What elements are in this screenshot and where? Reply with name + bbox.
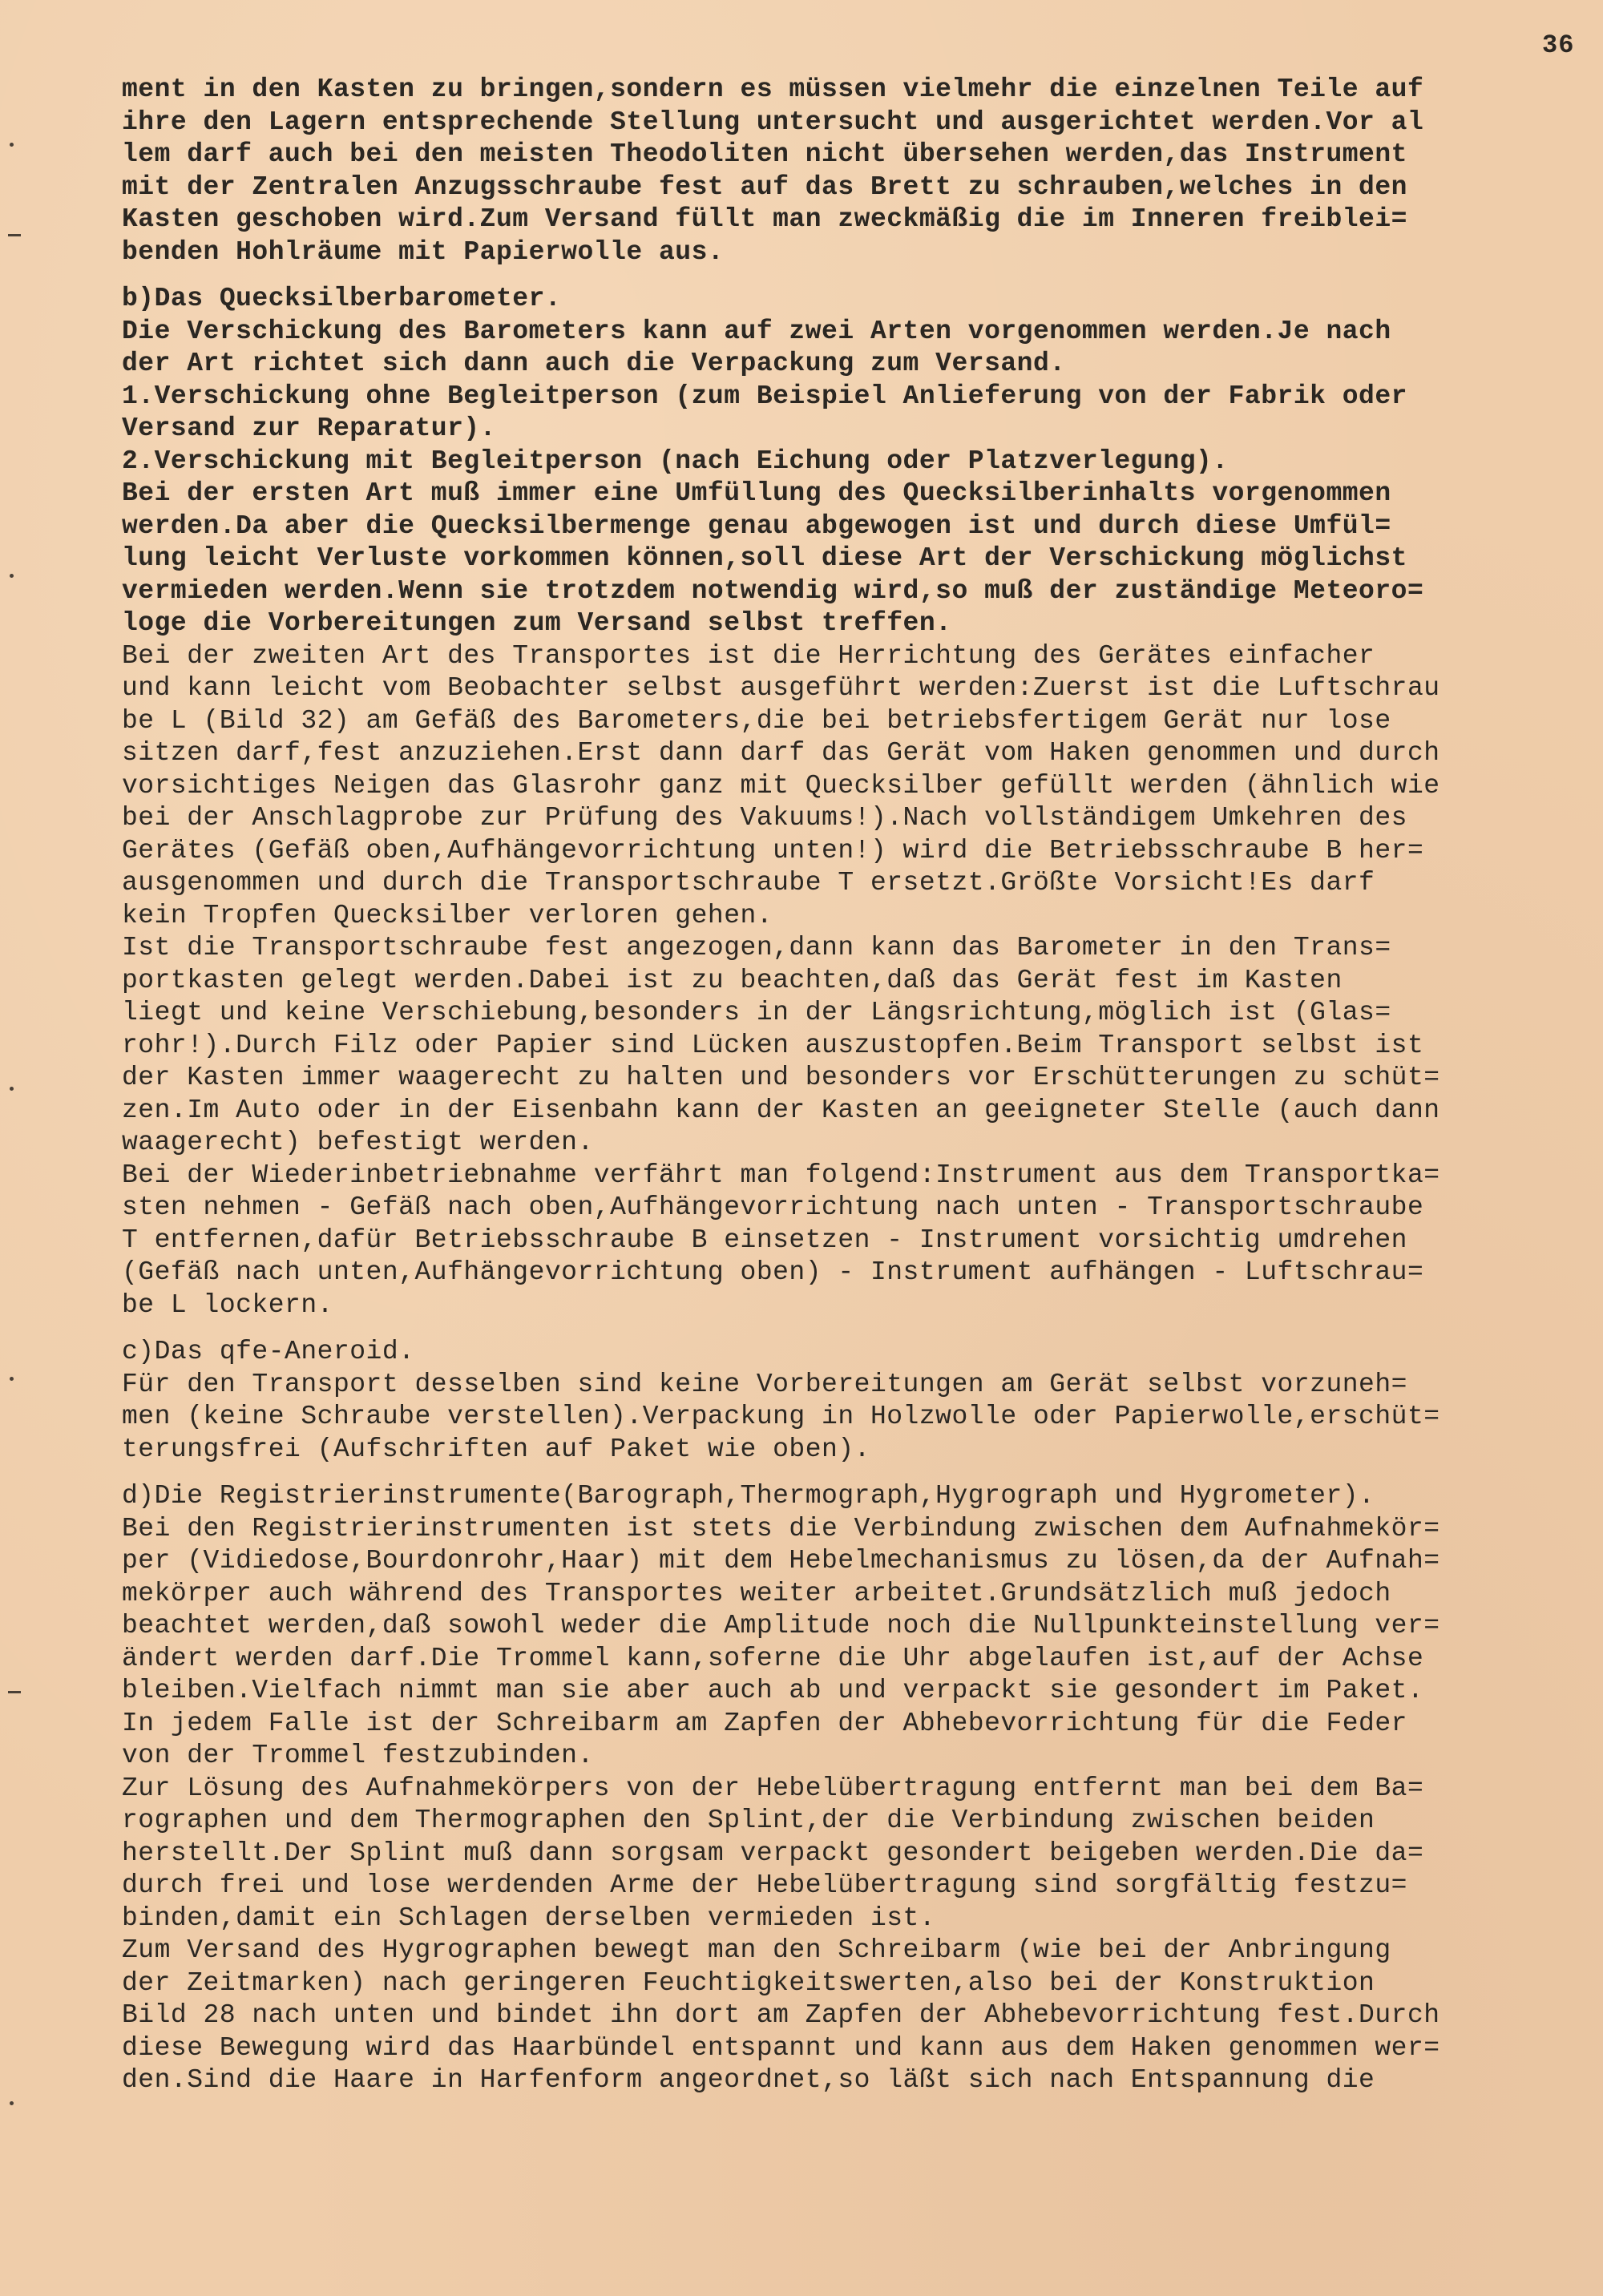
text-line: 1.Verschickung ohne Begleitperson (zum Beispiel Anlieferung von der Fabrik oder (122, 381, 1407, 411)
text-line: In jedem Falle ist der Schreibarm am Zapfen der Abhebevorrichtung für die Feder (122, 1708, 1407, 1738)
text-line: Kasten geschoben wird.Zum Versand füllt man zweckmäßig die im Inneren freiblei= (122, 204, 1407, 234)
text-line: Zum Versand des Hygrographen bewegt man den Schreibarm (wie bei der Anbringung (122, 1935, 1391, 1965)
text-line: Bei der zweiten Art des Transportes ist die Herrichtung des Gerätes einfacher (122, 640, 1375, 671)
text-line: benden Hohlräume mit Papierwolle aus. (122, 236, 725, 267)
paragraph-gap (122, 268, 1597, 283)
text-line: durch frei und lose werdenden Arme der Hebelübertragung sind sorgfältig festzu= (122, 1870, 1407, 1900)
text-line: T entfernen,dafür Betriebsschraube B einsetzen - Instrument vorsichtig umdrehen (122, 1225, 1407, 1255)
paragraph-recording-instruments (122, 1480, 1597, 2097)
text-line: ändert werden darf.Die Trommel kann,soferne die Uhr abgelaufen ist,auf der Achse (122, 1643, 1424, 1673)
text-line: vorsichtiges Neigen das Glasrohr ganz mit Quecksilber gefüllt werden (ähnlich wie (122, 770, 1440, 801)
text-line: Bild 28 nach unten und bindet ihn dort am Zapfen der Abhebevorrichtung fest.Durch (122, 2000, 1440, 2030)
text-line: loge die Vorbereitungen zum Versand selbst treffen. (122, 608, 952, 638)
text-line: terungsfrei (Aufschriften auf Paket wie oben). (122, 1434, 870, 1464)
section-heading: c)Das qfe-Aneroid. (122, 1337, 415, 1366)
paragraph-aneroid (122, 1336, 1597, 1466)
text-line: Bei der ersten Art muß immer eine Umfüllung des Quecksilberinhalts vorgenommen (122, 478, 1391, 508)
text-line: ausgenommen und durch die Transportschraube T ersetzt.Größte Vorsicht!Es darf (122, 868, 1375, 898)
text-line: sten nehmen - Gefäß nach oben,Aufhängevorrichtung nach unten - Transportschraube (122, 1192, 1424, 1222)
text-line: liegt und keine Verschiebung,besonders in der Längsrichtung,möglich ist (Glas= (122, 998, 1391, 1027)
margin-dot-mark (10, 1377, 14, 1381)
text-line: Versand zur Reparatur). (122, 414, 496, 443)
section-heading: b)Das Quecksilberbarometer. (122, 284, 562, 313)
text-line: von der Trommel festzubinden. (122, 1741, 594, 1770)
text-line: ment in den Kasten zu bringen,sondern es müssen vielmehr die einzelnen Teile auf (122, 75, 1424, 104)
section-heading: d)Die Registrierinstrumente(Barograph,Thermograph,Hygrograph und Hygrometer). (122, 1481, 1375, 1511)
margin-dot-mark (10, 1087, 14, 1091)
text-line: rohr!).Durch Filz oder Papier sind Lücken auszustopfen.Beim Transport selbst ist (122, 1030, 1424, 1060)
text-line: Die Verschickung des Barometers kann auf zwei Arten vorgenommen werden.Je nach (122, 316, 1391, 346)
paragraph-barometer (122, 283, 1597, 1322)
text-line: herstellt.Der Splint muß dann sorgsam verpackt gesondert beigeben werden.Die da= (122, 1838, 1424, 1868)
margin-dot-mark (10, 143, 14, 147)
text-line: (Gefäß nach unten,Aufhängevorrichtung oben) - Instrument aufhängen - Luftschrau= (122, 1257, 1424, 1287)
text-line: be L lockern. (122, 1289, 333, 1320)
text-line: den.Sind die Haare in Harfenform angeordnet,so läßt sich nach Entspannung die (122, 2065, 1375, 2095)
text-line: sitzen darf,fest anzuziehen.Erst dann darf das Gerät vom Haken genommen und durch (122, 738, 1440, 768)
text-line: 2.Verschickung mit Begleitperson (nach Eichung oder Platzverlegung). (122, 446, 1229, 476)
text-line: waagerecht) befestigt werden. (122, 1128, 594, 1157)
text-line: Gerätes (Gefäß oben,Aufhängevorrichtung unten!) wird die Betriebsschraube B her= (122, 835, 1424, 866)
margin-dash-mark (8, 234, 21, 236)
text-line: mekörper auch während des Transportes weiter arbeitet.Grundsätzlich muß jedoch (122, 1578, 1391, 1608)
text-line: mit der Zentralen Anzugsschraube fest auf das Brett zu schrauben,welches in den (122, 171, 1407, 202)
text-line: der Kasten immer waagerecht zu halten und besonders vor Erschütterungen zu schüt= (122, 1063, 1440, 1092)
paragraph-gap (122, 1466, 1597, 1480)
text-line: zen.Im Auto oder in der Eisenbahn kann der Kasten an geeigneter Stelle (auch dann (122, 1095, 1440, 1125)
text-line: beachtet werden,daß sowohl weder die Amplitude noch die Nullpunkteinstellung ver= (122, 1611, 1440, 1640)
text-line: Für den Transport desselben sind keine Vorbereitungen am Gerät selbst vorzuneh= (122, 1369, 1407, 1399)
text-line: werden.Da aber die Quecksilbermenge genau abgewogen ist und durch diese Umfül= (122, 510, 1391, 541)
paragraph-gap (122, 1322, 1597, 1336)
text-line: bei der Anschlagprobe zur Prüfung des Vakuums!).Nach vollständigem Umkehren des (122, 803, 1407, 833)
text-line: ihre den Lagern entsprechende Stellung untersucht und ausgerichtet werden.Vor al (122, 107, 1424, 137)
text-line: kein Tropfen Quecksilber verloren gehen. (122, 900, 773, 930)
text-line: Zur Lösung des Aufnahmekörpers von der Hebelübertragung entfernt man bei dem Ba= (122, 1773, 1424, 1803)
text-line: per (Vidiedose,Bourdonrohr,Haar) mit dem Hebelmechanismus zu lösen,da der Aufnah= (122, 1546, 1440, 1576)
text-line: Ist die Transportschraube fest angezogen,dann kann das Barometer in den Trans= (122, 933, 1391, 962)
text-line: Bei der Wiederinbetriebnahme verfährt man folgend:Instrument aus dem Transportka= (122, 1160, 1440, 1190)
text-line: binden,damit ein Schlagen derselben vermieden ist. (122, 1903, 936, 1933)
text-line: portkasten gelegt werden.Dabei ist zu beachten,daß das Gerät fest im Kasten (122, 965, 1343, 995)
text-line: der Art richtet sich dann auch die Verpackung zum Versand. (122, 349, 1066, 378)
page-number: 36 (1542, 30, 1575, 60)
text-block (122, 74, 1597, 2097)
text-line: bleiben.Vielfach nimmt man sie aber auch ab und verpackt sie gesondert im Paket. (122, 1676, 1424, 1705)
margin-dot-mark (10, 2101, 14, 2105)
text-line: lem darf auch bei den meisten Theodoliten nicht übersehen werden,das Instrument (122, 139, 1407, 169)
text-line: be L (Bild 32) am Gefäß des Barometers,die bei betriebsfertigem Gerät nur lose (122, 705, 1391, 736)
text-line: der Zeitmarken) nach geringeren Feuchtigkeitswerten,also bei der Konstruktion (122, 1967, 1375, 1998)
text-line: men (keine Schraube verstellen).Verpackung in Holzwolle oder Papierwolle,erschüt= (122, 1402, 1440, 1431)
margin-dash-mark (8, 1691, 21, 1693)
margin-dot-mark (10, 574, 14, 578)
text-line: vermieden werden.Wenn sie trotzdem notwendig wird,so muß der zuständige Meteoro= (122, 575, 1424, 606)
text-line: diese Bewegung wird das Haarbündel entspannt und kann aus dem Haken genommen wer= (122, 2032, 1440, 2063)
text-line: rographen und dem Thermographen den Splint,der die Verbindung zwischen beiden (122, 1806, 1375, 1835)
paragraph-theodolite (122, 74, 1597, 268)
text-line: und kann leicht vom Beobachter selbst ausgeführt werden:Zuerst ist die Luftschrau (122, 673, 1440, 703)
text-line: Bei den Registrierinstrumenten ist stets die Verbindung zwischen dem Aufnahmekör= (122, 1513, 1440, 1543)
text-line: lung leicht Verluste vorkommen können,soll diese Art der Verschickung möglichst (122, 543, 1407, 573)
